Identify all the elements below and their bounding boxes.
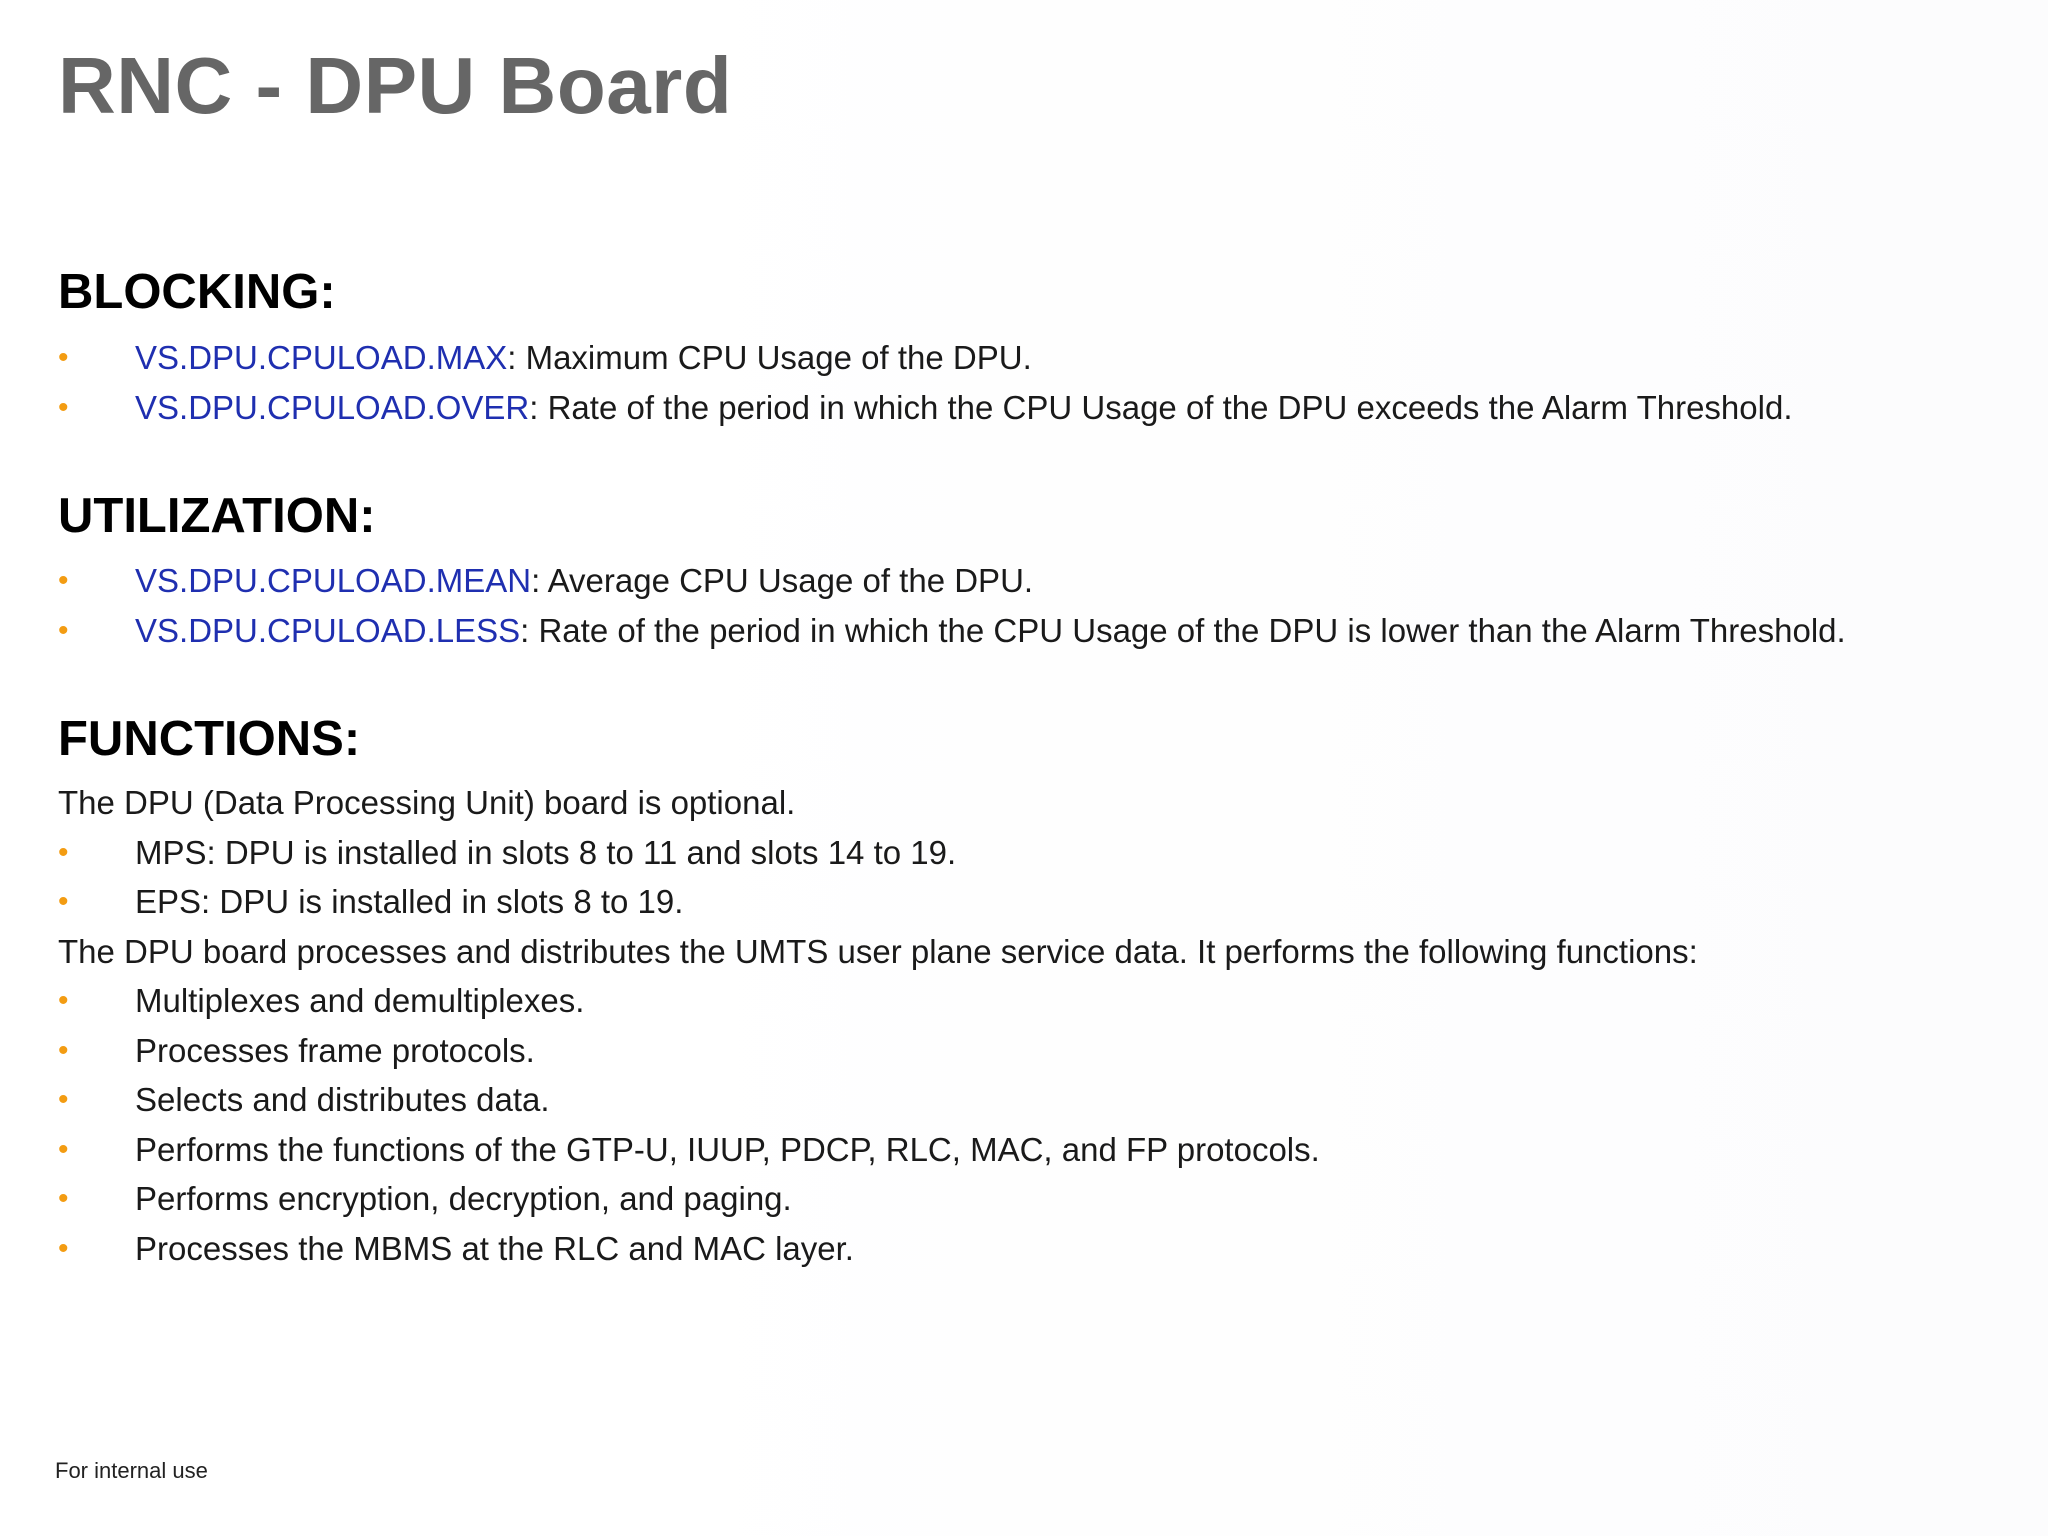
- blocking-item-content: [135, 333, 1032, 383]
- slot-item: [58, 877, 1698, 927]
- counter-description: : Rate of the period in which the CPU Usage of the DPU is lower than the Alarm Threshold.: [520, 611, 1846, 649]
- bullet-icon: •: [58, 1182, 69, 1215]
- functions-heading: FUNCTIONS:: [58, 712, 361, 766]
- bullet-icon: •: [58, 1132, 69, 1166]
- function-item-text: Selects and distributes data.: [135, 1081, 550, 1118]
- counter-name: VS.DPU.CPULOAD.MEAN: [135, 562, 532, 599]
- bullet-icon: •: [58, 1231, 69, 1265]
- function-item: [58, 976, 1698, 1026]
- counter-description: : Maximum CPU Usage of the DPU.: [507, 339, 1032, 376]
- function-item-text: Performs the functions of the GTP-U, IUUP, PDCP, RLC, MAC, and FP protocols.: [135, 1130, 1320, 1168]
- bullet-icon: •: [58, 885, 69, 918]
- utilization-item-content: [135, 606, 1846, 656]
- function-item-text: Multiplexes and demultiplexes.: [135, 982, 585, 1019]
- bullet-icon: •: [58, 564, 69, 597]
- function-item-text: Performs encryption, decryption, and paging.: [135, 1180, 792, 1217]
- slot-item: [58, 828, 1698, 878]
- utilization-item-content: [135, 556, 1033, 606]
- function-item: [58, 1224, 1698, 1274]
- functions-intro: The DPU (Data Processing Unit) board is optional.: [58, 784, 796, 821]
- counter-description: : Average CPU Usage of the DPU.: [531, 562, 1034, 599]
- bullet-icon: •: [58, 1083, 69, 1116]
- function-item: [58, 1026, 1698, 1076]
- bullet-icon: •: [58, 341, 69, 374]
- function-item-text: Processes frame protocols.: [135, 1031, 535, 1069]
- blocking-heading: BLOCKING:: [58, 265, 336, 319]
- counter-name: VS.DPU.CPULOAD.OVER: [135, 388, 530, 426]
- bullet-icon: •: [58, 984, 69, 1017]
- bullet-icon: •: [58, 390, 69, 424]
- slot-item-text: MPS: DPU is installed in slots 8 to 11 and slots 14 to 19.: [135, 833, 957, 871]
- function-item: [58, 1125, 1698, 1175]
- counter-description: : Rate of the period in which the CPU Usage of the DPU exceeds the Alarm Threshold.: [529, 388, 1793, 426]
- bullet-icon: •: [58, 835, 69, 869]
- counter-name: VS.DPU.CPULOAD.MAX: [135, 339, 508, 376]
- functions-description: The DPU board processes and distributes the UMTS user plane service data. It performs the following functions:: [58, 932, 1698, 970]
- bullet-icon: •: [58, 1033, 69, 1067]
- counter-name: VS.DPU.CPULOAD.LESS: [135, 611, 521, 649]
- function-item: [58, 1075, 1698, 1125]
- page-title: RNC - DPU Board: [58, 41, 733, 130]
- slot-item-text: EPS: DPU is installed in slots 8 to 19.: [135, 883, 684, 920]
- function-item: [58, 1174, 1698, 1224]
- function-item-text: Processes the MBMS at the RLC and MAC layer.: [135, 1229, 854, 1267]
- footer-label: For internal use: [55, 1458, 208, 1483]
- utilization-heading: UTILIZATION:: [58, 489, 376, 543]
- bullet-icon: •: [58, 613, 69, 647]
- blocking-item-content: [135, 383, 1792, 433]
- functions-block: [58, 778, 1698, 1273]
